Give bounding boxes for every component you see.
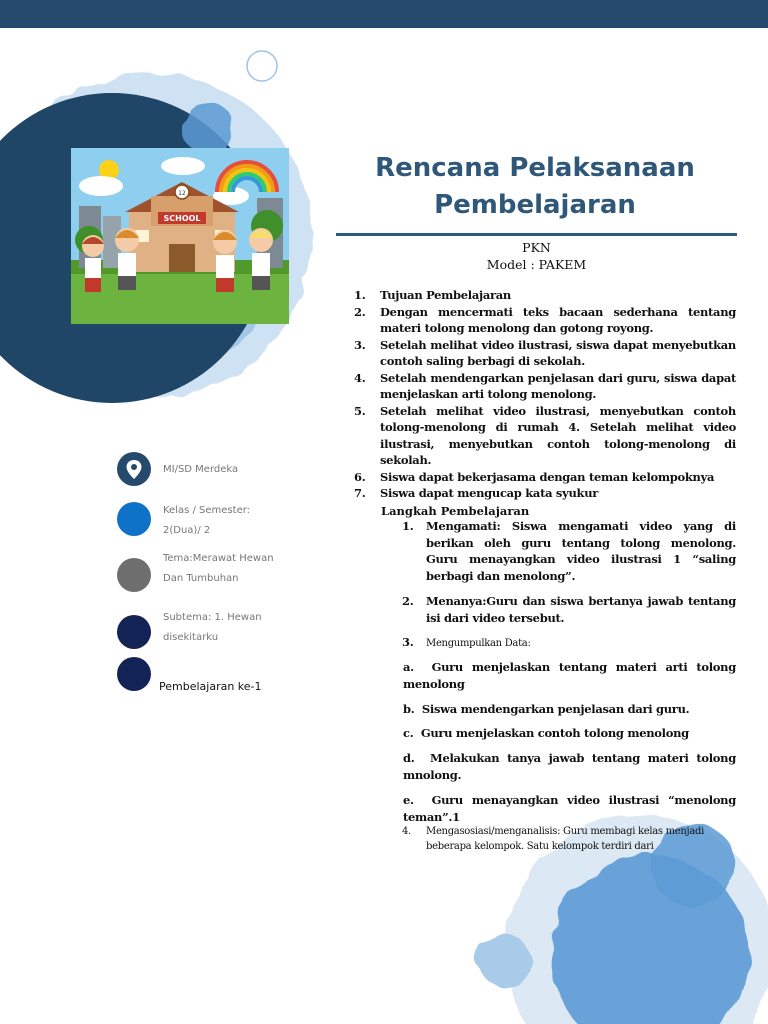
location-pin-icon — [117, 452, 151, 486]
step-collect: 3. Mengumpulkan Data: — [402, 635, 531, 649]
steps-heading: Langkah Pembelajaran — [381, 504, 530, 518]
subject-name: PKN — [522, 240, 551, 255]
class-semester: Kelas / Semester: 2(Dua)/ 2 — [163, 505, 251, 536]
step-analyze: 4. Mengasosiasi/menganalisis: Guru membagi kelas menjadi beberapa kelompok. Satu kelompok terdiri dari — [402, 826, 705, 852]
step-b: b. Siswa mendengarkan penjelasan dari guru. — [403, 702, 690, 716]
list-item: 7. Siswa dapat mengucap kata syukur — [354, 486, 599, 500]
lesson-number: Pembelajaran ke-1 — [159, 680, 262, 693]
school-illustration — [71, 148, 289, 324]
subject-block — [336, 239, 737, 273]
svg-text:SCHOOL: SCHOOL — [163, 214, 201, 223]
objectives-list — [354, 287, 736, 502]
bottom-tiny-circle — [478, 934, 530, 986]
subtheme-circle-icon — [117, 615, 151, 649]
small-blue-circle — [182, 102, 234, 154]
learning-model: Model : PAKEM — [486, 257, 587, 272]
page-title — [350, 150, 720, 224]
title-line-2: Pembelajaran — [434, 190, 636, 220]
small-outline-circle — [247, 51, 277, 81]
subtheme-text: Subtema: 1. Hewan disekitarku — [163, 612, 262, 643]
step-d: d. Melakukan tanya jawab tentang materi tolong mnolong. — [403, 751, 736, 782]
list-item: 3. Setelah melihat video ilustrasi, siswa dapat menyebutkan contoh saling berbagi di sekolah. — [354, 337, 736, 368]
title-divider — [336, 233, 737, 236]
step-question: 2. Menanya:Guru dan siswa bertanya jawab tentang isi dari video tersebut. — [402, 594, 736, 625]
lesson-circle-icon — [117, 657, 151, 691]
step-c: c. Guru menjelaskan contoh tolong menolong — [403, 726, 689, 740]
class-circle-icon — [117, 502, 151, 536]
list-item: 1. Tujuan Pembelajaran — [354, 288, 511, 302]
step-a: a. Guru menjelaskan tentang materi arti tolong menolong — [403, 660, 736, 691]
theme-circle-icon — [117, 558, 151, 592]
step-e: e. Guru menayangkan video ilustrasi “menolong teman”.1 — [403, 793, 736, 824]
list-item: 5. Setelah melihat video ilustrasi, menyebutkan contoh tolong-menolong di rumah 4. Setelah melihat video ilustrasi, menyebutkan contoh tolong-menolong di sekolah. — [354, 403, 736, 467]
title-line-1: Rencana Pelaksanaan — [375, 153, 695, 183]
step-observe: 1. Mengamati: Siswa mengamati video yang di berikan oleh guru tentang tolong menolong. Guru menayangkan video ilustrasi 1 “saling berbagi dan menolong”. — [402, 519, 736, 583]
school-name: MI/SD Merdeka — [163, 464, 239, 475]
list-item: 2. Dengan mencermati teks bacaan sederhana tentang materi tolong menolong dan gotong royong. — [354, 304, 736, 335]
list-item: 6. Siswa dapat bekerjasama dengan teman kelompoknya — [354, 469, 715, 484]
svg-text:12: 12 — [178, 190, 186, 197]
theme-text: Tema:Merawat Hewan Dan Tumbuhan — [163, 553, 274, 584]
list-item: 4. Setelah mendengarkan penjelasan dari guru, siswa dapat menjelaskan arti tolong menolong. — [354, 370, 736, 401]
